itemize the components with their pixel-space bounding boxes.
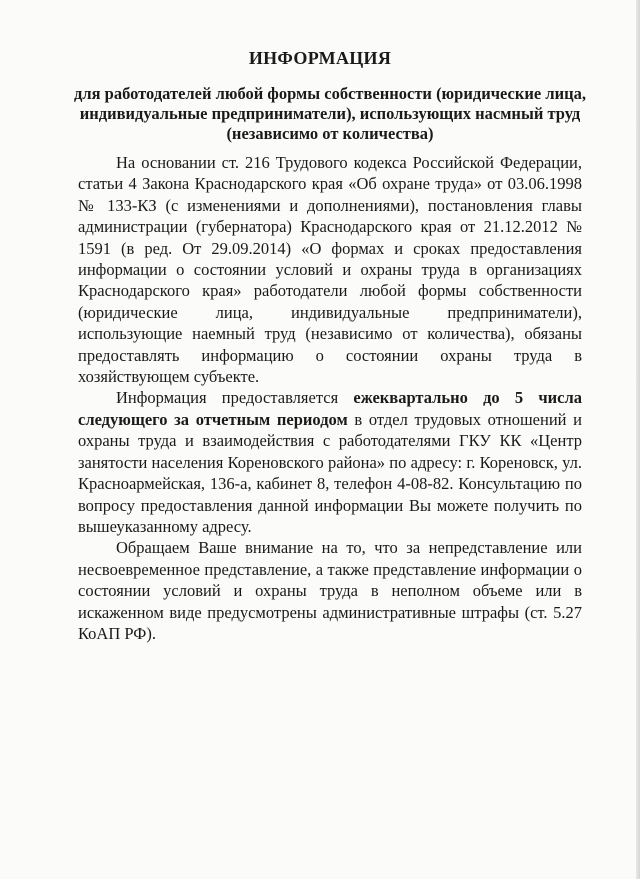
paragraph-submission-start: Информация предоставляется — [116, 388, 354, 408]
paragraph-submission-deadline: ежеквартально до 5 числа следующего за отчетным периодом — [78, 388, 583, 429]
paragraph-submission — [78, 387, 582, 537]
document-title: ИНФОРМАЦИЯ — [248, 48, 392, 68]
document-body — [78, 152, 582, 644]
paragraph-submission-end: в отдел трудовых отношений и охраны труда и взаимодействия с работодателями ГКУ КК «Центр занятости населения Кореновского района» по адресу: г. Кореновск, ул. Красноармейская, 136-а, кабинет 8, телефон 4-08-82. Консультацию по вопросу предоставления данной информации Вы можете получить по вышеуказанному адресу. — [78, 409, 582, 536]
document-subtitle: для работодателей любой формы собственности (юридические лица, индивидуальные предприниматели), использующих насмный труд (независимо от количества) — [74, 84, 586, 143]
scan-edge — [636, 0, 640, 879]
paragraph-penalties: Обращаем Ваше внимание на то, что за непредставление или несвоевременное представление, а также представление информации о состоянии условий и охраны труда в неполном объеме или в искаженном виде предусмотрены административные штрафы (ст. 5.27 КоАП РФ). — [78, 538, 582, 643]
paragraph-legal-basis: На основании ст. 216 Трудового кодекса Российской Федерации, статьи 4 Закона Краснодарского края «Об охране труда» от 03.06.1998 № 133-КЗ (с изменениями и дополнениями), постановления главы администрации (губернатора) Краснодарского края от 21.12.2012 № 1591 (в ред. От 29.09.2014) «О формах и сроках предоставления информации о состоянии условий и охраны труда в организациях Краснодарского края» работодатели любой формы собственности (юридические лица, индивидуальные предприниматели), использующие наемный труд (независимо от количества), обязаны предоставлять информацию о состоянии охраны труда в хозяйствующем субъекте. — [78, 153, 582, 387]
